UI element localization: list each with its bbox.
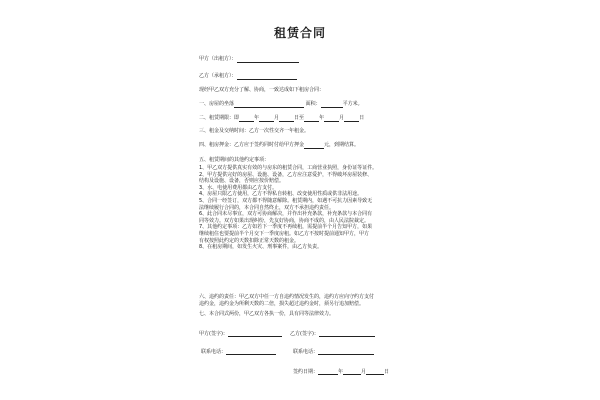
deposit-blank xyxy=(304,143,324,149)
party-b-blank xyxy=(237,74,297,80)
end-year-unit: 年 xyxy=(319,115,325,121)
start-month-blank xyxy=(259,116,274,122)
end-day-unit: 日 xyxy=(359,115,365,121)
area-unit: 平方米。 xyxy=(342,101,363,107)
end-year-blank xyxy=(304,116,319,122)
clause-5-line: 继续租住也要提前半个月交下一季度房租。如乙方不按时提前通知甲方，甲方 xyxy=(199,231,370,237)
start-day-blank xyxy=(279,116,294,122)
party-b-sign-label: 乙方(签字)： xyxy=(290,331,319,337)
party-b-signature xyxy=(290,330,375,337)
party-a-line xyxy=(199,56,299,63)
signing-date xyxy=(293,368,389,375)
address-blank xyxy=(234,102,304,108)
party-a-label: 甲方（出租方）： xyxy=(199,56,237,62)
date-month-blank xyxy=(343,369,361,375)
clause-5-line: 2、甲方提供完好的房屋、设施、设备，乙方应注意爱护，不得破坏房屋装修、 xyxy=(199,171,373,178)
end-month-blank xyxy=(324,116,339,122)
party-a-phone xyxy=(201,348,276,355)
clause-7: 七、本合同式两份，甲乙双方各执一份，具有同等法律效力。 xyxy=(199,311,335,317)
clause-6-line: 六、违约的责任：甲乙双方中任一方自违约情况发生的，违约方应向守约方支付 xyxy=(199,294,375,300)
date-day-unit: 日 xyxy=(384,369,390,375)
party-b-line xyxy=(199,73,297,80)
clause-6-line: 违约金，违约金为所剩天数的二倍，损失超过违约金时，须另行追加赔偿。 xyxy=(199,301,365,307)
clause-1 xyxy=(199,101,363,108)
intro-line: 现经甲乙双方充分了解、协商，一致达成如下租房合同： xyxy=(199,87,325,93)
party-a-phone-label: 联系电话： xyxy=(201,349,227,355)
clause-2-label: 二、租赁期限：即 xyxy=(199,115,240,121)
date-day-blank xyxy=(366,369,384,375)
party-a-phone-blank xyxy=(226,349,276,355)
date-year-blank xyxy=(318,369,338,375)
party-b-label: 乙方（承租方）： xyxy=(199,73,237,79)
clause-5-line: 有权按照此约定的天数扣除正常天数的租金。 xyxy=(199,237,300,244)
party-b-phone-label: 联系电话： xyxy=(293,349,319,355)
clause-5-line: 4、房屋只限乙方使用，乙方不得私自转租、改变使用性质或供非法用途。 xyxy=(199,191,363,198)
clause-4 xyxy=(199,142,359,149)
clause-4-text: 四、租房押金：乙方应于签约同时付给甲方押金 xyxy=(199,142,305,148)
end-day-blank xyxy=(344,116,359,122)
party-a-signature xyxy=(199,330,282,337)
clause-5-line: 1、甲乙双方提供真实有效的与房东的租赁合同，工商营业执照，身份证等证件。 xyxy=(199,165,378,171)
start-year-unit: 年 xyxy=(254,115,260,121)
party-a-blank xyxy=(237,57,299,63)
date-label: 签约日期： xyxy=(293,369,319,375)
start-month-unit: 月 xyxy=(274,115,280,121)
start-year-blank xyxy=(239,116,254,122)
date-month-unit: 月 xyxy=(361,369,367,375)
contract-title: 租赁合同 xyxy=(273,26,326,40)
clause-5-line: 法继续履行合同的，本合同自然终止，双方不承担违约责任。 xyxy=(199,204,335,211)
clause-2 xyxy=(199,115,364,122)
clause-5-line: 结构及设施、设备，否则应按价赔偿。 xyxy=(199,178,285,185)
clause-1-label: 一、房屋的坐落 xyxy=(199,101,235,107)
clause-3: 三、租金及交纳时间：乙方一次性交齐一年租金。 xyxy=(199,128,310,134)
end-month-unit: 月 xyxy=(339,115,345,121)
clause-5-line: 8、在租房期间，如发生火灾、刑事案件，由乙方负责。 xyxy=(199,244,323,251)
party-b-phone xyxy=(293,348,374,355)
clause-4-suffix: 元，到期结算。 xyxy=(324,142,360,148)
party-b-sign-blank xyxy=(319,331,375,337)
party-b-phone-blank xyxy=(318,349,374,355)
area-label: 面积： xyxy=(305,101,321,107)
clause-5-line: 5、合同一经签订，双方都不得随意解除。租赁期内，如遇不可抗力因素导致无 xyxy=(199,198,373,204)
date-year-unit: 年 xyxy=(338,369,344,375)
area-blank xyxy=(321,102,343,108)
clause-5-line: 3、水、电使用费用都由乙方支付。 xyxy=(199,184,278,191)
clause-5-line: 同等效力。双方如果出现纠纷，先友好协商，协商不成的，由人民法院裁定。 xyxy=(199,217,370,224)
clause-5-line: 6、此合同未尽事宜，双方可协商解决，并作出补充条款，补充条款与本合同有 xyxy=(199,211,373,218)
clause-5-title: 五、租赁期间的其他约定事项： xyxy=(199,157,270,163)
party-a-sign-blank xyxy=(228,331,282,337)
clause-5-line: 7、其他约定事项：乙方如若下一季度不再续租，需提前半个月告知甲方，如果 xyxy=(199,224,373,231)
start-day-unit: 日至 xyxy=(294,115,305,121)
party-a-sign-label: 甲方(签字)： xyxy=(199,331,228,337)
